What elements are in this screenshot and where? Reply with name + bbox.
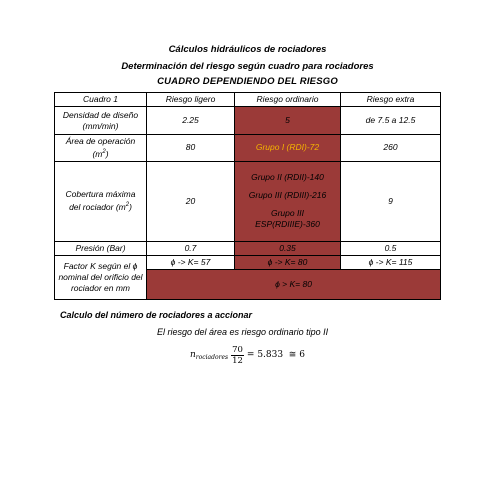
risk-table [54,92,441,300]
table-row-coverage [55,161,441,241]
kfactor-extra: ϕ -> K= 115 [341,255,441,269]
calc-heading: Calculo del número de rociadores a accionar [60,310,253,320]
density-extra: de 7.5 a 12.5 [341,107,441,135]
density-ligero: 2.25 [147,107,235,135]
density-label: Densidad de diseño (mm/min) [55,107,147,135]
equation-result: = 5.833 ≅ 6 [246,350,305,360]
pressure-ligero: 0.7 [147,241,235,255]
pressure-label: Presión (Bar) [55,241,147,255]
sprinkler-equation [190,343,305,367]
table-title: CUADRO DEPENDIENDO DEL RIESGO [157,76,338,87]
pressure-extra: 0.5 [341,241,441,255]
coverage-groups [235,161,341,241]
coverage-extra: 9 [341,161,441,241]
area-label: Área de operación $(m^2)$ [55,135,147,162]
header-riesgo-extra: Riesgo extra [341,93,441,107]
kfactor-label: Factor K según el ϕ nominal del orificio del rociador en mm [55,255,147,299]
calc-statement: El riesgo del área es riesgo ordinario tipo II [157,327,329,337]
area-group1: Grupo I (RDI)-72 [235,135,341,162]
table-row-kfactor-a [55,255,441,269]
equation-subscript: rociadores [195,353,229,361]
coverage-label: Cobertura máxima del rociador $(m^2)$ [55,161,147,241]
table-row-density [55,107,441,135]
table-header-row [55,93,441,107]
document-subtitle: Determinación del riesgo según cuadro para rociadores [121,61,374,72]
kfactor-ordinario: ϕ -> K= 80 [235,255,341,269]
header-cuadro: Cuadro 1 [55,93,147,107]
group3-text: Grupo III (RDIII)-216 [248,190,327,201]
kfactor-merged: ϕ > K= 80 [147,269,441,299]
table-row-area [55,135,441,162]
header-riesgo-ordinario: Riesgo ordinario [235,93,341,107]
table-row-pressure [55,241,441,255]
kfactor-ligero: ϕ -> K= 57 [147,255,235,269]
equation-n: n [190,350,196,360]
group2-text: Grupo II (RDII)-140 [251,172,324,183]
equation-fraction [231,345,244,366]
group3esp-text: Grupo III ESP(RDIIIE)-360 [255,208,320,230]
density-ordinario: 5 [235,107,341,135]
pressure-ordinario: 0.35 [235,241,341,255]
equation-denominator: 12 [232,355,243,366]
area-extra: 260 [341,135,441,162]
document-title: Cálculos hidráulicos de rociadores [168,44,327,55]
area-ligero: 80 [147,135,235,162]
coverage-ligero: 20 [147,161,235,241]
equation-numerator: 70 [232,344,243,355]
header-riesgo-ligero: Riesgo ligero [147,93,235,107]
